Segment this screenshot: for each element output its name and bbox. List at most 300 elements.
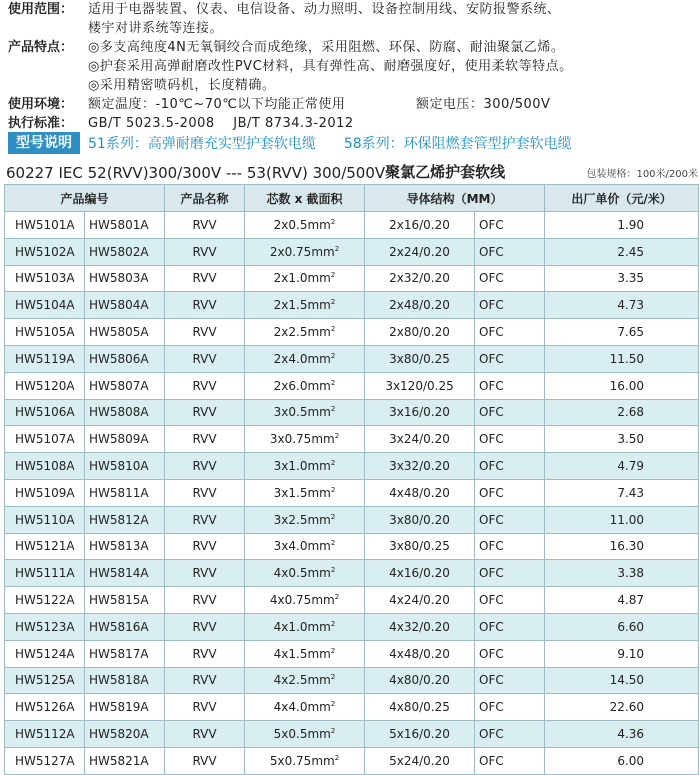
superscript: 2: [334, 593, 340, 602]
conductor-structure-text: 2x80/0.20: [389, 325, 450, 340]
core-section: [245, 399, 365, 426]
rated-voltage: 额定电压：300/500V: [416, 97, 551, 112]
conductor-structure-text: 2x32/0.20: [389, 271, 450, 286]
superscript: 2: [330, 700, 336, 709]
conductor-structure: [365, 372, 475, 399]
product-name-text: RVV: [192, 325, 217, 340]
product-code-58-text: HW5820A: [89, 727, 149, 742]
conductor-structure-text: 4x32/0.20: [389, 619, 450, 634]
product-code-51: [5, 319, 85, 346]
conductor-material-text: OFC: [479, 459, 504, 474]
product-name-text: RVV: [192, 619, 217, 634]
standard-row: [8, 114, 698, 133]
conductor-material: [475, 319, 545, 346]
unit-price: [545, 533, 699, 560]
table-row: [5, 479, 699, 506]
core-section-text: 2x2.5mm: [273, 325, 331, 340]
feature-3: ◎采用精密喷码机，长度精确。: [88, 78, 276, 93]
conductor-structure: [365, 212, 475, 239]
unit-price-text: 11.50: [609, 351, 645, 366]
superscript: 2: [334, 753, 340, 762]
product-name: [165, 640, 245, 667]
table-row: [5, 372, 699, 399]
unit-price: [545, 587, 699, 614]
product-name-text: RVV: [192, 593, 217, 608]
conductor-material: [475, 640, 545, 667]
conductor-structure-text: 4x80/0.25: [389, 700, 450, 715]
conductor-material: [475, 292, 545, 319]
product-code-51-text: HW5121A: [15, 539, 75, 554]
product-code-51: [5, 426, 85, 453]
conductor-structure-text: 4x16/0.20: [389, 566, 450, 581]
product-code-58-text: HW5819A: [89, 700, 149, 715]
product-code-58: [85, 613, 165, 640]
product-name-text: RVV: [192, 485, 217, 500]
product-name-text: RVV: [192, 753, 217, 768]
series-58: 58系列：环保阻燃套管型护套软电缆: [343, 136, 572, 152]
unit-price: [545, 640, 699, 667]
unit-price: [545, 345, 699, 372]
usage-row: [8, 0, 698, 19]
packaging-spec: 包装规格：100米/200米: [586, 169, 698, 180]
product-name: [165, 506, 245, 533]
product-intro: [8, 0, 698, 133]
product-code-51: [5, 613, 85, 640]
product-code-58: [85, 453, 165, 480]
product-code-58-text: HW5809A: [89, 432, 149, 447]
core-section: [245, 453, 365, 480]
table-row: [5, 453, 699, 480]
superscript: 2: [330, 727, 336, 736]
core-section: [245, 319, 365, 346]
conductor-material: [475, 453, 545, 480]
core-section: [245, 212, 365, 239]
conductor-material: [475, 613, 545, 640]
product-name-text: RVV: [192, 512, 217, 527]
product-code-58-text: HW5810A: [89, 459, 149, 474]
product-name: [165, 613, 245, 640]
core-section-text: 3x0.5mm: [273, 405, 331, 420]
conductor-structure-text: 4x80/0.20: [389, 673, 450, 688]
product-name-text: RVV: [192, 244, 217, 259]
table-row: [5, 292, 699, 319]
product-code-58: [85, 560, 165, 587]
product-code-51-text: HW5108A: [15, 459, 75, 474]
unit-price: [545, 506, 699, 533]
unit-price-text: 4.36: [617, 727, 645, 742]
product-code-51-text: HW5119A: [15, 351, 75, 366]
superscript: 2: [330, 459, 336, 468]
superscript: 2: [334, 244, 340, 253]
unit-price: [545, 372, 699, 399]
series-description: [8, 132, 698, 154]
core-section-text: 3x2.5mm: [273, 512, 331, 527]
conductor-structure-text: 3x16/0.20: [389, 405, 450, 420]
unit-price-text: 4.79: [617, 459, 645, 474]
product-name-text: RVV: [192, 217, 217, 232]
unit-price-text: 3.35: [617, 271, 645, 286]
product-name: [165, 238, 245, 265]
conductor-structure-text: 2x24/0.20: [389, 244, 450, 259]
product-name-text: RVV: [192, 378, 217, 393]
product-code-51-text: HW5105A: [15, 325, 75, 340]
unit-price: [545, 238, 699, 265]
product-code-51-text: HW5127A: [15, 753, 75, 768]
conductor-structure-text: 3x32/0.20: [389, 459, 450, 474]
product-code-51-text: HW5123A: [15, 619, 75, 634]
product-code-58-text: HW5812A: [89, 512, 149, 527]
product-code-58: [85, 667, 165, 694]
conductor-material-text: OFC: [479, 646, 504, 661]
superscript: 2: [330, 298, 336, 307]
conductor-structure-text: 3x80/0.25: [389, 539, 450, 554]
superscript: 2: [330, 217, 336, 226]
product-code-51-text: HW5111A: [15, 566, 75, 581]
product-code-51-text: HW5106A: [15, 405, 75, 420]
conductor-structure: [365, 506, 475, 533]
superscript: 2: [334, 432, 340, 441]
superscript: 2: [330, 378, 336, 387]
table-row: [5, 212, 699, 239]
unit-price: [545, 399, 699, 426]
superscript: 2: [330, 646, 336, 655]
table-row: [5, 399, 699, 426]
conductor-structure-text: 3x80/0.25: [389, 351, 450, 366]
conductor-material: [475, 506, 545, 533]
product-code-58: [85, 694, 165, 721]
product-code-51-text: HW5125A: [15, 673, 75, 688]
unit-price: [545, 747, 699, 774]
core-section: [245, 640, 365, 667]
product-code-51-text: HW5107A: [15, 432, 75, 447]
unit-price-text: 6.60: [617, 619, 645, 634]
unit-price-text: 3.50: [617, 432, 645, 447]
conductor-structure: [365, 345, 475, 372]
standard-text: GB/T 5023.5-2008 JB/T 8734.3-2012: [88, 116, 354, 131]
conductor-material: [475, 345, 545, 372]
conductor-material: [475, 479, 545, 506]
core-section: [245, 292, 365, 319]
core-section-text: 4x0.5mm: [273, 566, 331, 581]
product-name-text: RVV: [192, 646, 217, 661]
series-51: 51系列：高弹耐磨充实型护套软电缆: [88, 136, 316, 152]
conductor-material: [475, 372, 545, 399]
superscript: 2: [330, 351, 336, 360]
product-name-text: RVV: [192, 673, 217, 688]
product-code-58-text: HW5821A: [89, 753, 149, 768]
conductor-material: [475, 399, 545, 426]
core-section: [245, 265, 365, 292]
product-code-58-text: HW5813A: [89, 539, 149, 554]
unit-price-text: 16.30: [609, 539, 645, 554]
product-code-51-text: HW5110A: [15, 512, 75, 527]
conductor-structure-text: 4x24/0.20: [389, 593, 450, 608]
table-title: [6, 160, 698, 182]
usage-label: 使用范围：: [8, 2, 74, 17]
core-section-text: 2x6.0mm: [273, 378, 331, 393]
conductor-material: [475, 212, 545, 239]
product-name: [165, 560, 245, 587]
product-code-51-text: HW5126A: [15, 700, 75, 715]
unit-price-text: 7.43: [617, 485, 645, 500]
conductor-material: [475, 533, 545, 560]
core-section-text: 4x2.5mm: [273, 673, 331, 688]
standard-label: 执行标准：: [8, 116, 74, 131]
core-section: [245, 587, 365, 614]
product-code-58-text: HW5803A: [89, 271, 149, 286]
conductor-structure: [365, 721, 475, 748]
unit-price: [545, 667, 699, 694]
conductor-material-text: OFC: [479, 271, 504, 286]
feature-2: ◎护套采用高弹耐磨改性PVC材料，具有弹性高、耐磨强度好，使用柔软等特点。: [88, 59, 573, 74]
table-row: [5, 265, 699, 292]
table-row: [5, 587, 699, 614]
product-code-51: [5, 587, 85, 614]
conductor-structure: [365, 694, 475, 721]
conductor-structure: [365, 667, 475, 694]
product-code-58: [85, 265, 165, 292]
conductor-structure: [365, 560, 475, 587]
product-code-51: [5, 212, 85, 239]
conductor-material-text: OFC: [479, 512, 504, 527]
conductor-structure: [365, 587, 475, 614]
table-row: [5, 319, 699, 346]
conductor-structure: [365, 265, 475, 292]
unit-price-text: 6.00: [617, 753, 645, 768]
core-section-text: 2x1.0mm: [273, 271, 331, 286]
product-name: [165, 345, 245, 372]
model-tag: 型号说明: [8, 132, 80, 154]
core-section: [245, 238, 365, 265]
product-name: [165, 399, 245, 426]
table-row: [5, 238, 699, 265]
unit-price-text: 7.65: [617, 325, 645, 340]
usage-text: 适用于电器装置、仪表、电信设备、动力照明、设备控制用线、安防报警系统、: [88, 2, 561, 17]
conductor-structure-text: 2x16/0.20: [389, 217, 450, 232]
core-section-text: 3x1.0mm: [273, 459, 331, 474]
product-code-51-text: HW5124A: [15, 646, 75, 661]
table-row: [5, 506, 699, 533]
product-code-58-text: HW5808A: [89, 405, 149, 420]
conductor-structure-text: 5x16/0.20: [389, 727, 450, 742]
superscript: 2: [330, 325, 336, 334]
product-code-51: [5, 292, 85, 319]
unit-price-text: 9.10: [617, 646, 645, 661]
core-section: [245, 694, 365, 721]
conductor-material-text: OFC: [479, 217, 504, 232]
product-code-51-text: HW5102A: [15, 244, 75, 259]
product-code-51-text: HW5109A: [15, 485, 75, 500]
header-conductor: 导体结构（MM）: [365, 185, 545, 212]
product-code-51-text: HW5112A: [15, 727, 75, 742]
core-section: [245, 479, 365, 506]
unit-price: [545, 292, 699, 319]
unit-price: [545, 319, 699, 346]
core-section-text: 2x4.0mm: [273, 351, 331, 366]
product-code-51: [5, 506, 85, 533]
product-code-58-text: HW5817A: [89, 646, 149, 661]
core-section-text: 5x0.75mm: [269, 753, 335, 768]
conductor-material: [475, 265, 545, 292]
unit-price-text: 14.50: [609, 673, 645, 688]
table-body: [5, 212, 699, 775]
core-section-text: 4x1.5mm: [273, 646, 331, 661]
product-code-58-text: HW5806A: [89, 351, 149, 366]
product-code-58: [85, 238, 165, 265]
core-section-text: 2x0.5mm: [273, 217, 331, 232]
conductor-material-text: OFC: [479, 619, 504, 634]
conductor-structure: [365, 292, 475, 319]
product-code-51: [5, 372, 85, 399]
superscript: 2: [330, 619, 336, 628]
product-name-text: RVV: [192, 566, 217, 581]
conductor-structure: [365, 319, 475, 346]
product-title: 聚氯乙烯护套软线: [385, 163, 506, 181]
table-row: [5, 667, 699, 694]
product-name-text: RVV: [192, 432, 217, 447]
superscript: 2: [330, 673, 336, 682]
table-row: [5, 694, 699, 721]
core-section: [245, 613, 365, 640]
product-code-51-text: HW5101A: [15, 217, 75, 232]
conductor-structure-text: 3x80/0.20: [389, 512, 450, 527]
conductor-material-text: OFC: [479, 351, 504, 366]
rated-temperature: 额定温度：-10℃~70℃以下均能正常使用: [88, 97, 346, 112]
product-name: [165, 721, 245, 748]
product-code-51: [5, 399, 85, 426]
product-code-51: [5, 667, 85, 694]
product-code-58: [85, 212, 165, 239]
unit-price-text: 3.38: [617, 566, 645, 581]
product-code-58-text: HW5818A: [89, 673, 149, 688]
product-name: [165, 372, 245, 399]
superscript: 2: [330, 539, 336, 548]
product-name-text: RVV: [192, 459, 217, 474]
table-row: [5, 640, 699, 667]
product-code-58: [85, 372, 165, 399]
product-code-51: [5, 560, 85, 587]
usage-continuation: 楼宇对讲系统等连接。: [88, 21, 224, 36]
conductor-material-text: OFC: [479, 298, 504, 313]
product-code-58: [85, 426, 165, 453]
product-code-58-text: HW5807A: [89, 378, 149, 393]
conductor-material-text: OFC: [479, 593, 504, 608]
conductor-material-text: OFC: [479, 539, 504, 554]
product-code-51: [5, 345, 85, 372]
conductor-material-text: OFC: [479, 378, 504, 393]
product-name: [165, 533, 245, 560]
conductor-material-text: OFC: [479, 700, 504, 715]
conductor-material: [475, 667, 545, 694]
conductor-material-text: OFC: [479, 432, 504, 447]
product-code-58: [85, 721, 165, 748]
conductor-structure-text: 3x120/0.25: [385, 378, 454, 393]
conductor-material-text: OFC: [479, 566, 504, 581]
conductor-material-text: OFC: [479, 244, 504, 259]
unit-price: [545, 479, 699, 506]
superscript: 2: [330, 485, 336, 494]
feature-1: ◎多支高纯度4N无氧铜绞合而成绝缘，采用阻燃、环保、防腐、耐油聚氯乙烯。: [88, 40, 565, 55]
product-name-text: RVV: [192, 405, 217, 420]
conductor-material-text: OFC: [479, 405, 504, 420]
product-code-58-text: HW5816A: [89, 619, 149, 634]
product-code-58: [85, 587, 165, 614]
core-section-text: 5x0.5mm: [273, 727, 331, 742]
product-code-58-text: HW5814A: [89, 566, 149, 581]
product-code-51-text: HW5120A: [15, 378, 75, 393]
core-section: [245, 560, 365, 587]
core-section: [245, 721, 365, 748]
conductor-material-text: OFC: [479, 673, 504, 688]
conductor-structure: [365, 533, 475, 560]
conductor-material-text: OFC: [479, 325, 504, 340]
unit-price-text: 2.45: [617, 244, 645, 259]
product-code-58: [85, 292, 165, 319]
unit-price-text: 1.90: [617, 217, 645, 232]
table-row: [5, 345, 699, 372]
product-code-58-text: HW5801A: [89, 217, 149, 232]
table-header: [5, 185, 699, 212]
conductor-structure-text: 4x48/0.20: [389, 646, 450, 661]
unit-price-text: 16.00: [609, 378, 645, 393]
product-code-58: [85, 319, 165, 346]
product-code-51: [5, 747, 85, 774]
product-name-text: RVV: [192, 539, 217, 554]
superscript: 2: [330, 566, 336, 575]
core-section-text: 4x0.75mm: [269, 593, 335, 608]
unit-price-text: 4.73: [617, 298, 645, 313]
standard-title: 60227 IEC 52(RVV)300/300V --- 53(RVV) 300/500V: [6, 164, 386, 182]
conductor-material: [475, 747, 545, 774]
product-name: [165, 292, 245, 319]
product-code-58-text: HW5815A: [89, 593, 149, 608]
product-code-51-text: HW5103A: [15, 271, 75, 286]
conductor-material-text: OFC: [479, 727, 504, 742]
product-code-58-text: HW5811A: [89, 485, 149, 500]
core-section-text: 3x0.75mm: [269, 432, 335, 447]
core-section: [245, 747, 365, 774]
product-code-58: [85, 399, 165, 426]
features-label: 产品特点：: [8, 40, 74, 55]
conductor-material: [475, 426, 545, 453]
conductor-structure: [365, 640, 475, 667]
table-row: [5, 533, 699, 560]
product-name: [165, 667, 245, 694]
product-name-text: RVV: [192, 351, 217, 366]
core-section: [245, 372, 365, 399]
product-code-58: [85, 533, 165, 560]
header-product-code: 产品编号: [5, 185, 165, 212]
core-section: [245, 426, 365, 453]
conductor-structure: [365, 747, 475, 774]
table-row: [5, 747, 699, 774]
product-name-text: RVV: [192, 700, 217, 715]
product-name-text: RVV: [192, 298, 217, 313]
product-name: [165, 479, 245, 506]
product-code-51: [5, 479, 85, 506]
header-core-section: 芯数 x 截面积: [245, 185, 365, 212]
header-product-name: 产品名称: [165, 185, 245, 212]
product-code-58: [85, 640, 165, 667]
product-name: [165, 319, 245, 346]
product-code-58: [85, 747, 165, 774]
conductor-material-text: OFC: [479, 753, 504, 768]
unit-price-text: 11.00: [609, 512, 645, 527]
features-row: [8, 38, 698, 57]
core-section-text: 2x1.5mm: [273, 298, 331, 313]
conductor-structure-text: 5x24/0.20: [389, 753, 450, 768]
superscript: 2: [330, 405, 336, 414]
